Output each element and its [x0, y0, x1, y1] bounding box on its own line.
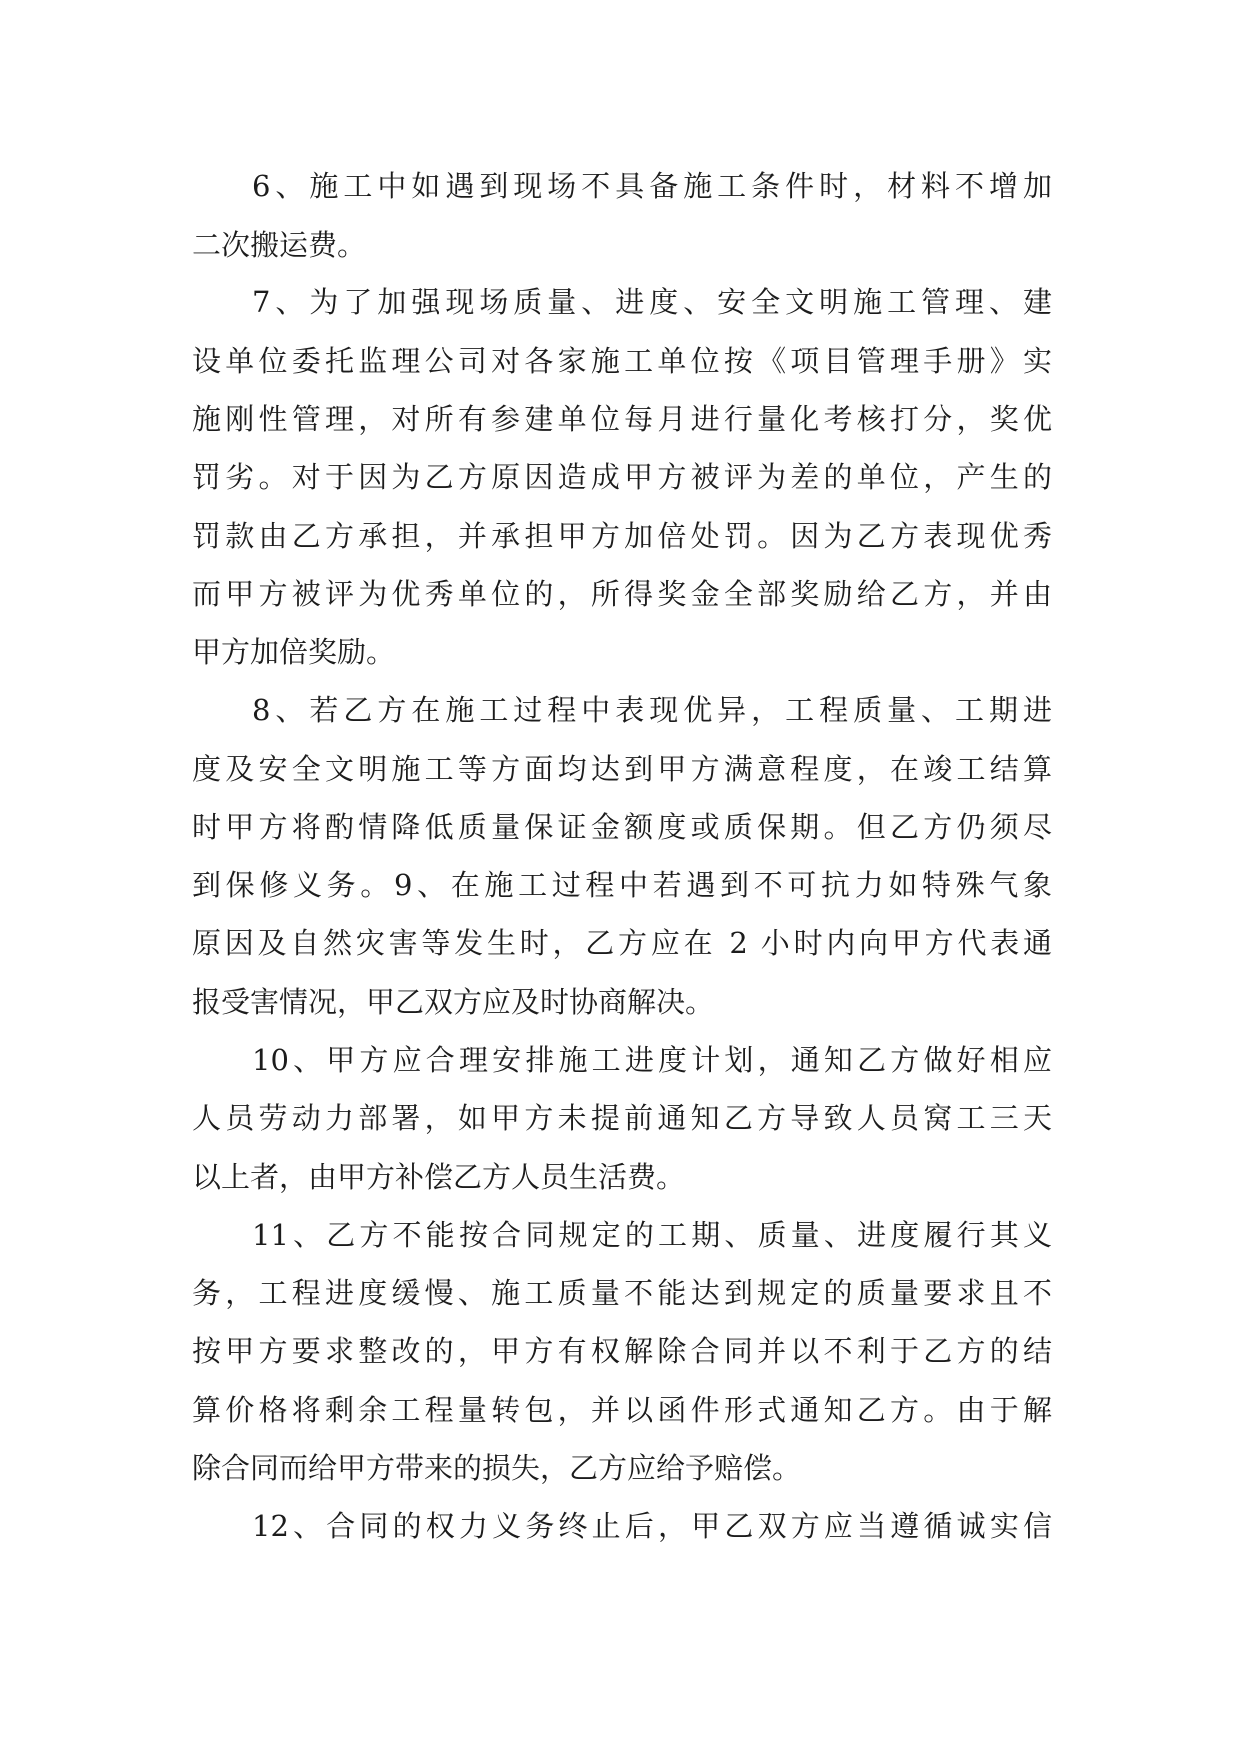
paragraph-10-line-1: 10、甲方应合理安排施工进度计划，通知乙方做好相应 [252, 1043, 1052, 1077]
paragraph-7-line-3: 施刚性管理，对所有参建单位每月进行量化考核打分，奖优 [192, 402, 1052, 436]
paragraph-12-line-1: 12、合同的权力义务终止后，甲乙双方应当遵循诚实信 [252, 1509, 1052, 1543]
paragraph-10-line-3: 以上者，由甲方补偿乙方人员生活费。 [192, 1160, 686, 1194]
paragraph-7-line-6: 而甲方被评为优秀单位的，所得奖金全部奖励给乙方，并由 [192, 577, 1052, 611]
paragraph-11-line-1: 11、乙方不能按合同规定的工期、质量、进度履行其义 [252, 1218, 1052, 1252]
paragraph-8-line-3: 时甲方将酌情降低质量保证金额度或质保期。但乙方仍须尽 [192, 810, 1052, 844]
paragraph-7-line-4: 罚劣。对于因为乙方原因造成甲方被评为差的单位，产生的 [192, 460, 1052, 494]
paragraph-11-line-2: 务，工程进度缓慢、施工质量不能达到规定的质量要求且不 [192, 1276, 1052, 1310]
paragraph-6-line-1: 6、施工中如遇到现场不具备施工条件时，材料不增加 [252, 169, 1052, 203]
paragraph-8-line-2: 度及安全文明施工等方面均达到甲方满意程度，在竣工结算 [192, 752, 1052, 786]
paragraph-11-line-3: 按甲方要求整改的，甲方有权解除合同并以不利于乙方的结 [192, 1334, 1052, 1368]
paragraph-11-line-4: 算价格将剩余工程量转包，并以函件形式通知乙方。由于解 [192, 1393, 1052, 1427]
paragraph-8-line-6: 报受害情况，甲乙双方应及时协商解决。 [192, 985, 715, 1019]
paragraph-11-line-5: 除合同而给甲方带来的损失，乙方应给予赔偿。 [192, 1451, 802, 1485]
paragraph-10-line-2: 人员劳动力部署，如甲方未提前通知乙方导致人员窝工三天 [192, 1101, 1052, 1135]
paragraph-7-line-7: 甲方加倍奖励。 [192, 635, 396, 669]
paragraph-7-line-2: 设单位委托监理公司对各家施工单位按《项目管理手册》实 [192, 344, 1052, 378]
paragraph-8-line-5: 原因及自然灾害等发生时，乙方应在 2 小时内向甲方代表通 [192, 926, 1052, 960]
paragraph-7-line-1: 7、为了加强现场质量、进度、安全文明施工管理、建 [252, 285, 1052, 319]
paragraph-7-line-5: 罚款由乙方承担，并承担甲方加倍处罚。因为乙方表现优秀 [192, 519, 1052, 553]
paragraph-6-line-2: 二次搬运费。 [192, 228, 367, 262]
paragraph-8-line-1: 8、若乙方在施工过程中表现优异，工程质量、工期进 [252, 693, 1052, 727]
paragraph-8-line-4: 到保修义务。9、在施工过程中若遇到不可抗力如特殊气象 [192, 868, 1052, 902]
